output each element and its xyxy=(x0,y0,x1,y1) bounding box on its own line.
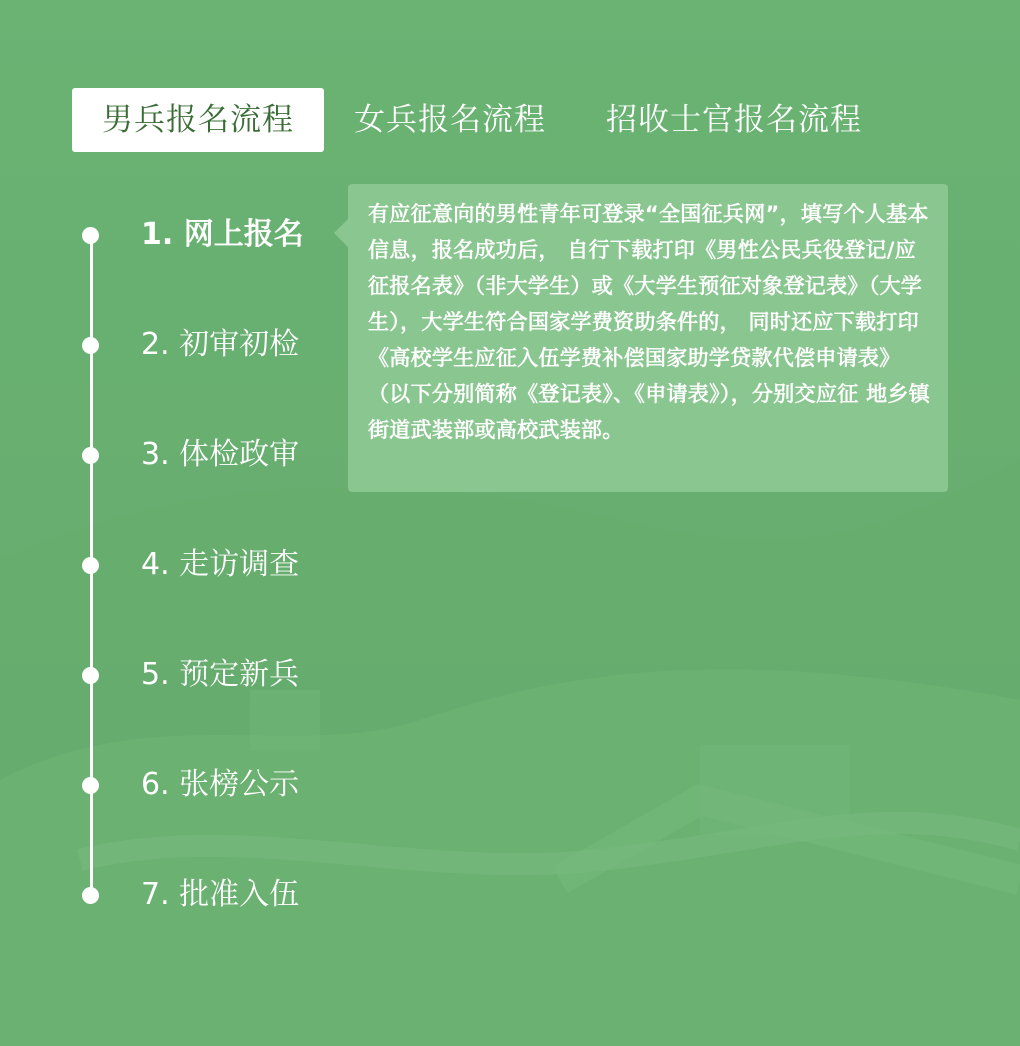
tab-male-registration[interactable]: 男兵报名流程 xyxy=(72,88,324,152)
step-detail-popup xyxy=(348,184,948,492)
tab-nco-registration[interactable]: 招收士官报名流程 xyxy=(606,102,862,138)
timeline-dot xyxy=(82,887,99,904)
timeline-dot xyxy=(82,447,99,464)
timeline-dot xyxy=(82,667,99,684)
step-label[interactable]: 5. 预定新兵 xyxy=(141,657,300,692)
popup-arrow xyxy=(334,219,348,247)
tab-female-registration[interactable]: 女兵报名流程 xyxy=(354,102,546,138)
step-label[interactable]: 6. 张榜公示 xyxy=(141,767,300,802)
timeline-dot xyxy=(82,777,99,794)
step-label[interactable]: 4. 走访调查 xyxy=(141,547,300,582)
step-label[interactable]: 3. 体检政审 xyxy=(141,437,300,472)
step-label[interactable]: 1. 网上报名 xyxy=(141,217,304,252)
step-label[interactable]: 7. 批准入伍 xyxy=(141,877,300,912)
timeline-dot xyxy=(82,557,99,574)
step-detail-text: 有应征意向的男性青年可登录“全国征兵网”，填写个人基本信息，报名成功后， 自行下载打印《男性公民兵役登记/应征报名表》（非大学生）或《大学生预征对象登记表》（大学生），大学生符合国家学费资助条件的， 同时还应下载打印《高校学生应征入伍学费补偿国家助学贷款代偿申请表》（以下分别简称《登记表》、《申请表》），分别交应征 地乡镇街道武装部或高校武装部。 xyxy=(368,202,931,442)
step-label[interactable]: 2. 初审初检 xyxy=(141,327,300,362)
timeline-dot xyxy=(82,337,99,354)
timeline-dot xyxy=(82,227,99,244)
